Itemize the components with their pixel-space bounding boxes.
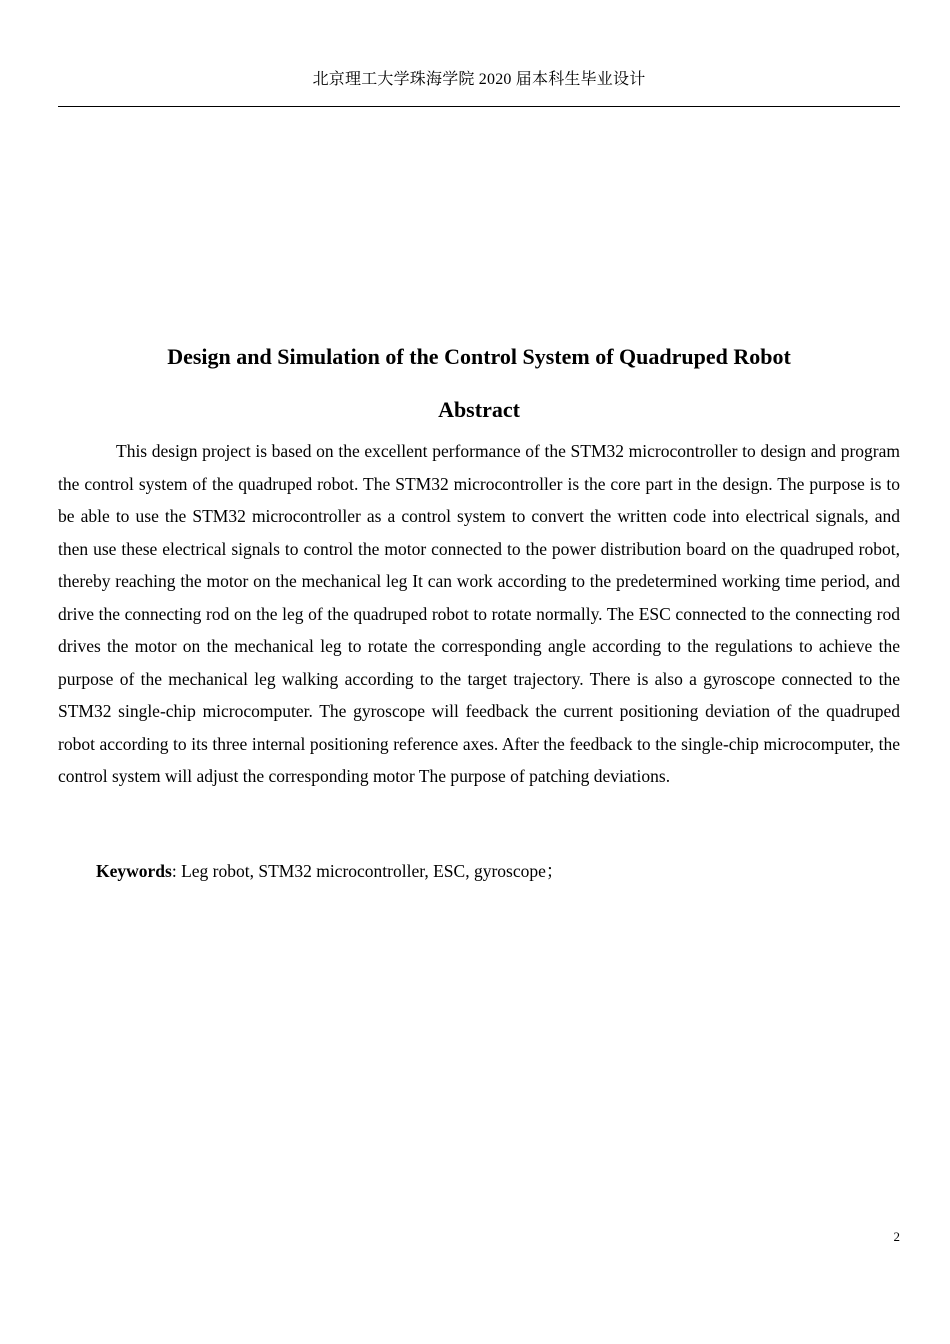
keywords-value: Leg robot, STM32 microcontroller, ESC, gyroscope； (181, 861, 564, 881)
abstract-body: This design project is based on the excellent performance of the STM32 microcontroller to design and program the control system of the quadruped robot. The STM32 microcontroller is the core part in the design. The purpose is to be able to use the STM32 microcontroller as a control system to convert the written code into electrical signals, and then use these electrical signals to control the motor connected to the power distribution board on the quadruped robot, thereby reaching the motor on the mechanical leg It can work according to the predetermined working time period, and drive the connecting rod on the leg of the quadruped robot to rotate normally. The ESC connected to the connecting rod drives the motor on the mechanical leg to rotate the corresponding angle according to the regulations to achieve the purpose of the mechanical leg walking according to the target trajectory. There is also a gyroscope connected to the STM32 single-chip microcomputer. The gyroscope will feedback the current positioning deviation of the quadruped robot according to its three internal positioning reference axes. After the feedback to the single-chip microcomputer, the control system will adjust the corresponding motor The purpose of patching deviations. (58, 441, 900, 786)
page-header: 北京理工大学珠海学院 2020 届本科生毕业设计 (312, 71, 646, 88)
keywords-separator: : (171, 861, 182, 881)
page-number: 2 (893, 1229, 900, 1244)
document-title: Design and Simulation of the Control System of Quadruped Robot (167, 344, 791, 369)
keywords-line (96, 856, 900, 886)
abstract-heading: Abstract (438, 397, 520, 422)
keywords-label: Keywords (96, 861, 172, 881)
header-divider (58, 106, 900, 107)
